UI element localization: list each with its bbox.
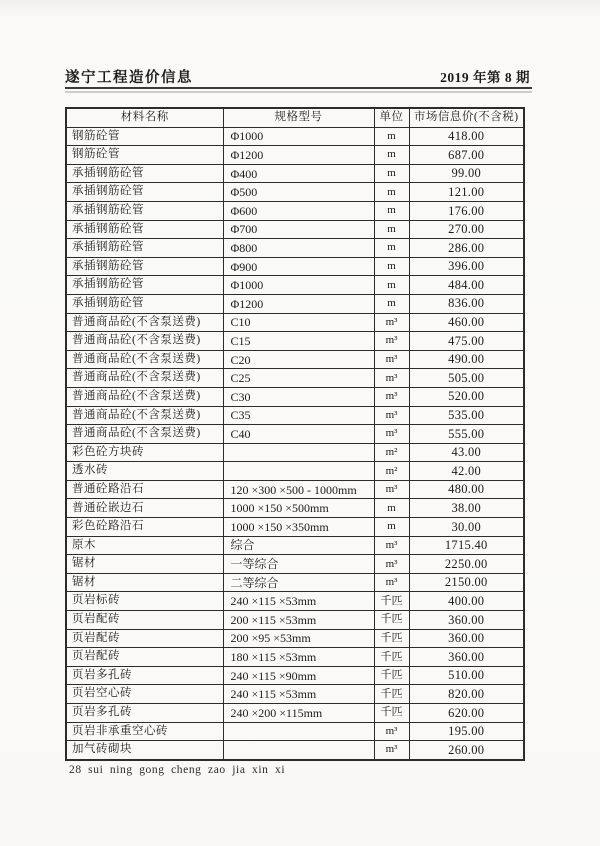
cell-unit: m³: [374, 406, 409, 425]
cell-material-name: 普通商品砼(不含泵送费): [66, 332, 223, 351]
cell-spec-model: C40: [223, 425, 374, 444]
cell-spec-model: 240 ×115 ×53mm: [223, 592, 374, 611]
cell-material-name: 页岩配砖: [66, 611, 223, 630]
table-row: [66, 350, 524, 369]
cell-unit: m: [374, 127, 409, 146]
cell-market-price: 535.00: [409, 406, 524, 425]
cell-spec-model: 240 ×115 ×53mm: [223, 685, 374, 704]
cell-spec-model: [223, 741, 374, 760]
table-row: [66, 257, 524, 276]
table-row: [66, 722, 524, 741]
cell-market-price: 520.00: [409, 387, 524, 406]
cell-spec-model: Φ500: [223, 183, 374, 202]
cell-spec-model: C30: [223, 387, 374, 406]
cell-market-price: 360.00: [409, 648, 524, 667]
cell-spec-model: 1000 ×150 ×350mm: [223, 518, 374, 537]
journal-title: 遂宁工程造价信息: [65, 70, 193, 86]
cell-material-name: 锯材: [66, 555, 223, 574]
cell-unit: m³: [374, 350, 409, 369]
cell-unit: m³: [374, 741, 409, 760]
cell-material-name: 页岩配砖: [66, 629, 223, 648]
table-row: [66, 146, 524, 165]
cell-unit: 千匹: [374, 685, 409, 704]
cell-spec-model: 一等综合: [223, 555, 374, 574]
cell-market-price: 484.00: [409, 276, 524, 295]
cell-material-name: 页岩空心砖: [66, 685, 223, 704]
cell-spec-model: Φ400: [223, 164, 374, 183]
cell-market-price: 396.00: [409, 257, 524, 276]
table-row: [66, 276, 524, 295]
table-row: [66, 425, 524, 444]
cell-material-name: 页岩配砖: [66, 648, 223, 667]
cell-unit: 千匹: [374, 592, 409, 611]
cell-spec-model: C25: [223, 369, 374, 388]
table-row: [66, 462, 524, 481]
table-row: [66, 294, 524, 313]
cell-unit: m³: [374, 573, 409, 592]
col-header-unit: 单位: [374, 108, 409, 127]
cell-unit: m²: [374, 443, 409, 462]
cell-market-price: 121.00: [409, 183, 524, 202]
col-header-spec-model: 规格型号: [223, 108, 374, 127]
cell-market-price: 687.00: [409, 146, 524, 165]
header-row: [66, 108, 524, 127]
cell-material-name: 页岩多孔砖: [66, 704, 223, 723]
material-price-table: [65, 107, 525, 761]
price-table-head: [66, 108, 524, 127]
cell-unit: m³: [374, 555, 409, 574]
cell-unit: m³: [374, 313, 409, 332]
cell-market-price: 1715.40: [409, 536, 524, 555]
cell-unit: 千匹: [374, 629, 409, 648]
cell-market-price: 836.00: [409, 294, 524, 313]
table-row: [66, 592, 524, 611]
cell-unit: m: [374, 499, 409, 518]
cell-spec-model: 综合: [223, 536, 374, 555]
cell-material-name: 原木: [66, 536, 223, 555]
cell-unit: m³: [374, 480, 409, 499]
table-row: [66, 387, 524, 406]
cell-spec-model: Φ1200: [223, 294, 374, 313]
price-table-body: [66, 127, 524, 760]
cell-material-name: 普通商品砼(不含泵送费): [66, 350, 223, 369]
cell-unit: m: [374, 257, 409, 276]
table-row: [66, 629, 524, 648]
cell-unit: 千匹: [374, 704, 409, 723]
cell-spec-model: C35: [223, 406, 374, 425]
cell-spec-model: C20: [223, 350, 374, 369]
cell-market-price: 418.00: [409, 127, 524, 146]
cell-market-price: 510.00: [409, 666, 524, 685]
table-row: [66, 685, 524, 704]
cell-unit: m: [374, 518, 409, 537]
cell-material-name: 钢筋砼管: [66, 127, 223, 146]
cell-material-name: 页岩多孔砖: [66, 666, 223, 685]
table-row: [66, 573, 524, 592]
cell-unit: m³: [374, 332, 409, 351]
cell-material-name: 锯材: [66, 573, 223, 592]
cell-market-price: 360.00: [409, 611, 524, 630]
cell-unit: m: [374, 146, 409, 165]
cell-material-name: 承插钢筋砼管: [66, 220, 223, 239]
cell-market-price: 260.00: [409, 741, 524, 760]
cell-market-price: 620.00: [409, 704, 524, 723]
cell-spec-model: 200 ×115 ×53mm: [223, 611, 374, 630]
cell-spec-model: 180 ×115 ×53mm: [223, 648, 374, 667]
table-row: [66, 369, 524, 388]
cell-market-price: 30.00: [409, 518, 524, 537]
cell-material-name: 普通砼路沿石: [66, 480, 223, 499]
table-row: [66, 406, 524, 425]
cell-unit: m²: [374, 462, 409, 481]
table-row: [66, 164, 524, 183]
cell-unit: 千匹: [374, 648, 409, 667]
cell-spec-model: Φ1200: [223, 146, 374, 165]
cell-spec-model: 240 ×200 ×115mm: [223, 704, 374, 723]
page-footer: 28 sui ning gong cheng zao jia xin xi: [69, 764, 286, 776]
cell-market-price: 475.00: [409, 332, 524, 351]
table-row: [66, 239, 524, 258]
cell-spec-model: 240 ×115 ×90mm: [223, 666, 374, 685]
cell-material-name: 彩色砼方块砖: [66, 443, 223, 462]
table-row: [66, 220, 524, 239]
cell-material-name: 承插钢筋砼管: [66, 239, 223, 258]
issue-label: 2019 年第 8 期: [440, 70, 530, 85]
cell-market-price: 460.00: [409, 313, 524, 332]
cell-unit: m³: [374, 369, 409, 388]
cell-material-name: 普通商品砼(不含泵送费): [66, 387, 223, 406]
cell-market-price: 176.00: [409, 201, 524, 220]
cell-material-name: 普通商品砼(不含泵送费): [66, 313, 223, 332]
cell-unit: m: [374, 220, 409, 239]
cell-spec-model: C15: [223, 332, 374, 351]
cell-material-name: 钢筋砼管: [66, 146, 223, 165]
table-row: [66, 313, 524, 332]
cell-spec-model: 1000 ×150 ×500mm: [223, 499, 374, 518]
cell-material-name: 承插钢筋砼管: [66, 276, 223, 295]
cell-unit: m: [374, 183, 409, 202]
cell-spec-model: Φ800: [223, 239, 374, 258]
cell-spec-model: C10: [223, 313, 374, 332]
cell-spec-model: [223, 462, 374, 481]
table-row: [66, 666, 524, 685]
table-row: [66, 704, 524, 723]
cell-unit: 千匹: [374, 611, 409, 630]
table-row: [66, 480, 524, 499]
cell-spec-model: Φ700: [223, 220, 374, 239]
cell-material-name: 普通商品砼(不含泵送费): [66, 425, 223, 444]
cell-unit: m³: [374, 536, 409, 555]
cell-market-price: 400.00: [409, 592, 524, 611]
cell-spec-model: [223, 722, 374, 741]
col-header-material-name: 材料名称: [66, 108, 223, 127]
cell-market-price: 490.00: [409, 350, 524, 369]
cell-market-price: 505.00: [409, 369, 524, 388]
cell-market-price: 2150.00: [409, 573, 524, 592]
cell-market-price: 820.00: [409, 685, 524, 704]
cell-unit: m³: [374, 387, 409, 406]
cell-material-name: 页岩标砖: [66, 592, 223, 611]
table-row: [66, 741, 524, 760]
table-row: [66, 536, 524, 555]
cell-market-price: 43.00: [409, 443, 524, 462]
cell-material-name: 加气砖砌块: [66, 741, 223, 760]
cell-material-name: 承插钢筋砼管: [66, 294, 223, 313]
cell-market-price: 555.00: [409, 425, 524, 444]
cell-spec-model: Φ600: [223, 201, 374, 220]
cell-material-name: 普通砼嵌边石: [66, 499, 223, 518]
cell-material-name: 承插钢筋砼管: [66, 201, 223, 220]
cell-spec-model: 200 ×95 ×53mm: [223, 629, 374, 648]
table-row: [66, 127, 524, 146]
table-row: [66, 555, 524, 574]
col-header-market-price: 市场信息价(不含税): [409, 108, 524, 127]
cell-market-price: 195.00: [409, 722, 524, 741]
cell-unit: m³: [374, 722, 409, 741]
cell-material-name: 普通商品砼(不含泵送费): [66, 369, 223, 388]
table-row: [66, 183, 524, 202]
table-row: [66, 518, 524, 537]
cell-unit: m: [374, 164, 409, 183]
cell-market-price: 480.00: [409, 480, 524, 499]
page-header: [65, 66, 530, 87]
cell-unit: m: [374, 201, 409, 220]
cell-spec-model: 120 ×300 ×500 - 1000mm: [223, 480, 374, 499]
table-row: [66, 611, 524, 630]
cell-market-price: 42.00: [409, 462, 524, 481]
cell-material-name: 透水砖: [66, 462, 223, 481]
cell-unit: m: [374, 276, 409, 295]
cell-material-name: 承插钢筋砼管: [66, 164, 223, 183]
cell-material-name: 承插钢筋砼管: [66, 257, 223, 276]
cell-material-name: 承插钢筋砼管: [66, 183, 223, 202]
cell-spec-model: Φ900: [223, 257, 374, 276]
table-row: [66, 332, 524, 351]
table-row: [66, 499, 524, 518]
cell-market-price: 2250.00: [409, 555, 524, 574]
cell-spec-model: Φ1000: [223, 127, 374, 146]
cell-unit: m: [374, 239, 409, 258]
cell-market-price: 270.00: [409, 220, 524, 239]
table-row: [66, 443, 524, 462]
cell-market-price: 360.00: [409, 629, 524, 648]
cell-spec-model: Φ1000: [223, 276, 374, 295]
cell-market-price: 99.00: [409, 164, 524, 183]
header-rule: [65, 87, 532, 89]
table-row: [66, 201, 524, 220]
table-row: [66, 648, 524, 667]
cell-market-price: 38.00: [409, 499, 524, 518]
cell-unit: m³: [374, 425, 409, 444]
cell-spec-model: [223, 443, 374, 462]
cell-unit: m: [374, 294, 409, 313]
cell-market-price: 286.00: [409, 239, 524, 258]
cell-material-name: 彩色砼路沿石: [66, 518, 223, 537]
cell-material-name: 页岩非承重空心砖: [66, 722, 223, 741]
cell-spec-model: 二等综合: [223, 573, 374, 592]
cell-material-name: 普通商品砼(不含泵送费): [66, 406, 223, 425]
cell-unit: 千匹: [374, 666, 409, 685]
